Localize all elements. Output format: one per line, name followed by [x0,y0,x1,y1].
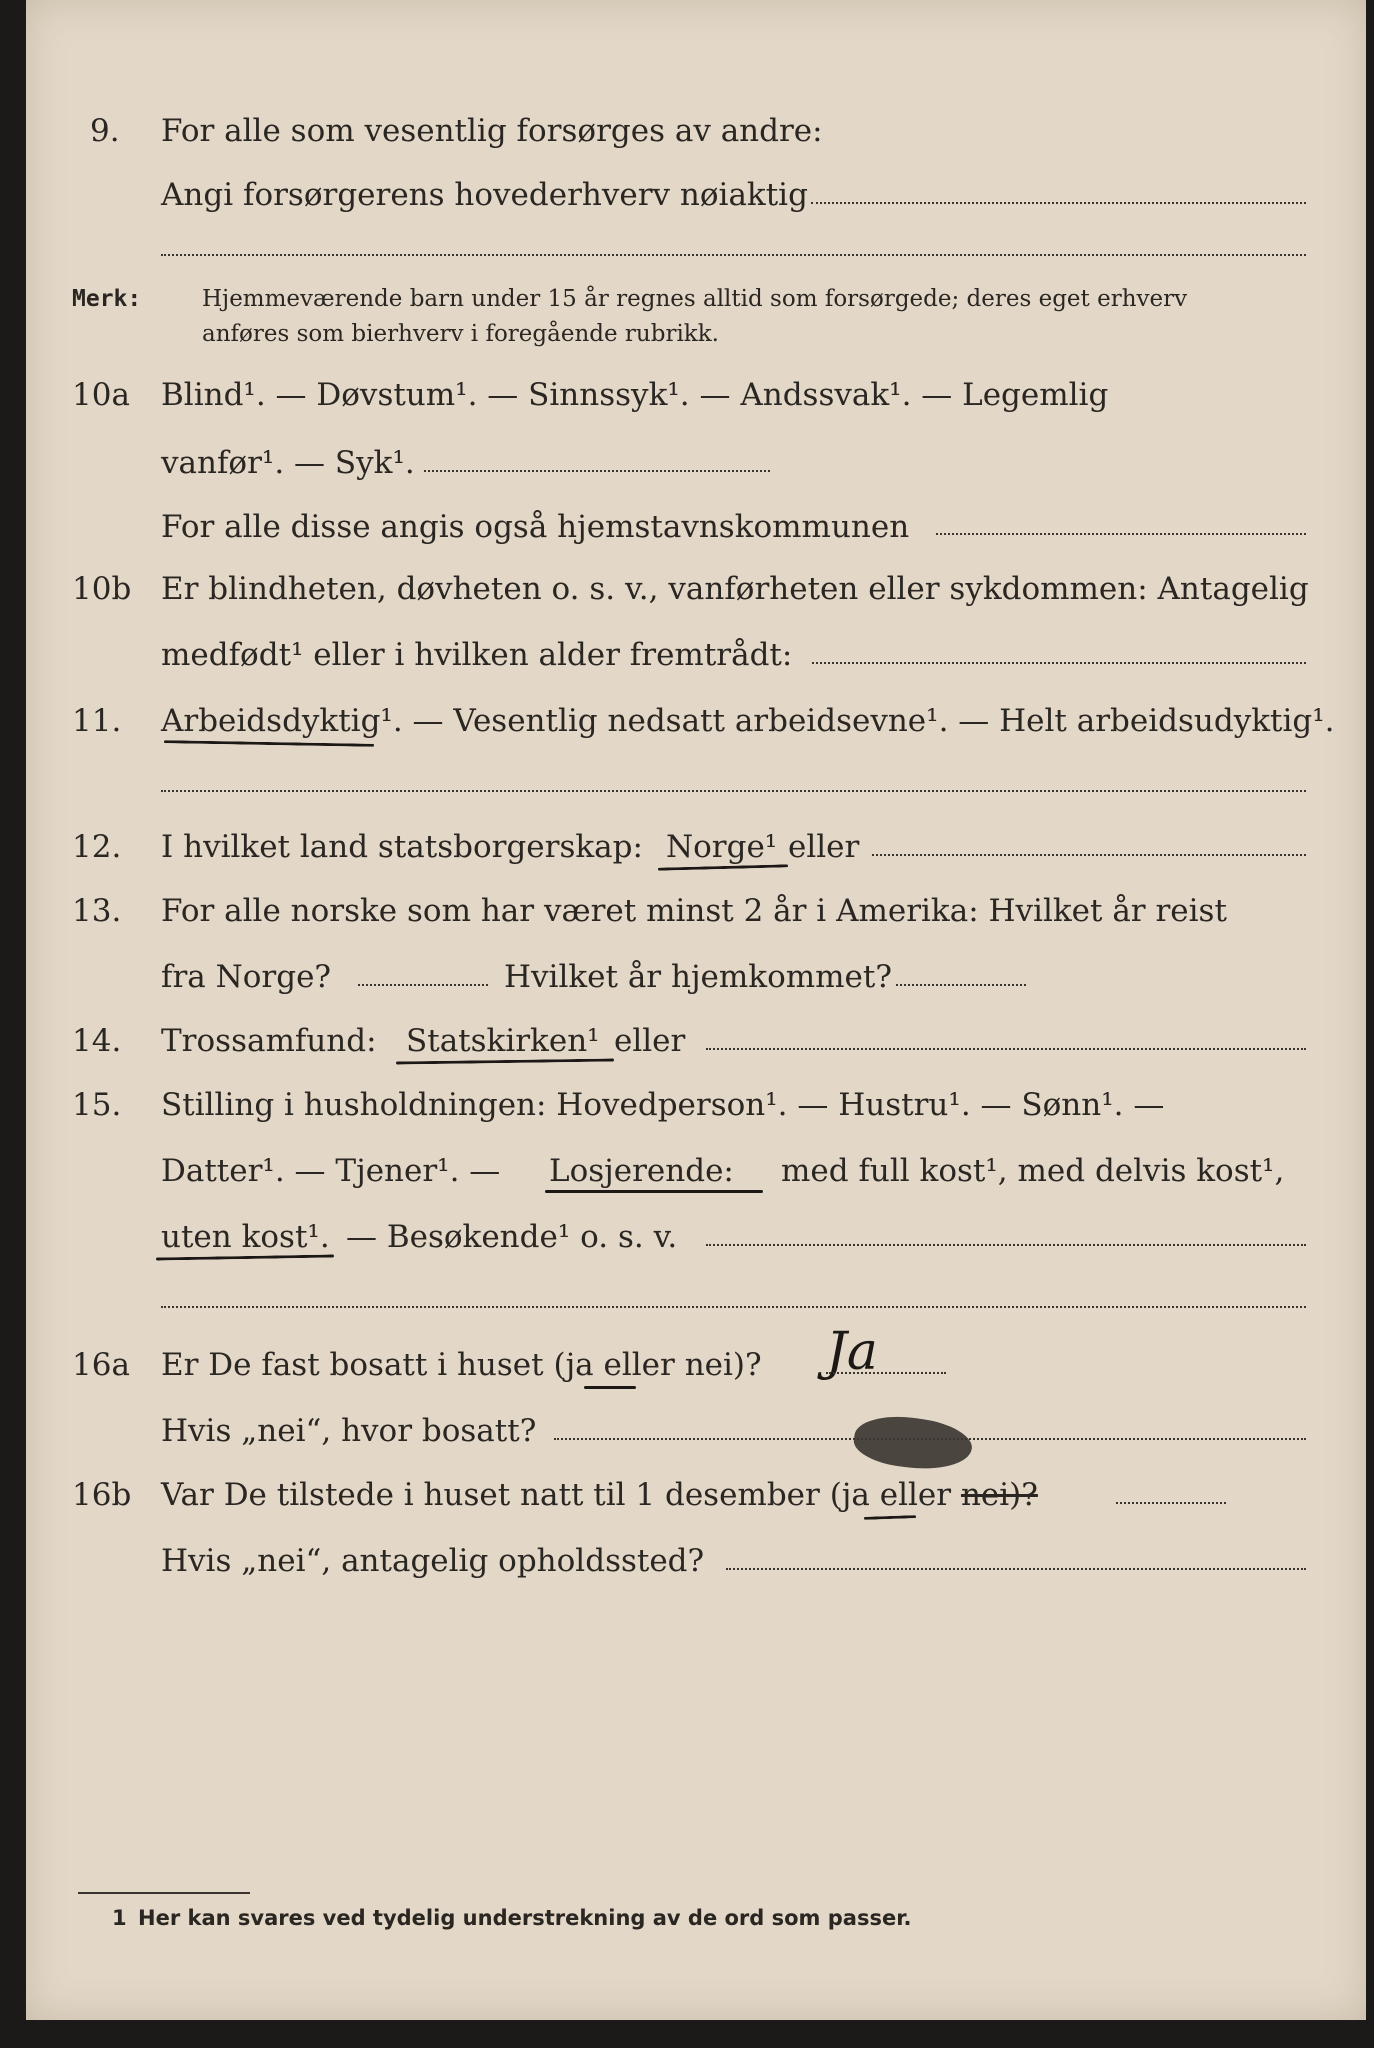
q14-religion-field[interactable] [706,1048,1306,1050]
q15-line2a: Datter¹. — Tjener¹. — [161,1153,501,1189]
q9-answer-field[interactable] [811,202,1306,204]
q10b-age-field[interactable] [812,662,1306,664]
q12-number: 12. [72,829,122,865]
q15-handwritten-underline-2 [156,1254,334,1260]
q10a-number: 10a [72,377,130,413]
q16a-text-1: Er De fast bosatt i huset ( [161,1347,566,1383]
q12-suffix: eller [788,829,860,865]
q14-handwritten-underline [396,1058,614,1064]
q16b-handwritten-underline [864,1515,916,1520]
q9-line2: Angi forsørgerens hovederhverv nøiaktig [161,177,808,213]
q16b-option-ja[interactable]: ja [841,1477,870,1513]
q16a-line2: Hvis „nei“, hvor bosatt? [161,1413,537,1449]
q15-line2c: med full kost¹, med delvis kost¹, [781,1153,1285,1189]
q16a-line1 [161,1347,762,1383]
q13-line2a: fra Norge? [161,959,332,995]
q16a-handwritten-underline [584,1386,636,1389]
q13-number: 13. [72,893,122,929]
q10b-line2: medfødt¹ eller i hvilken alder fremtrådt: [161,637,793,673]
q14-prefix: Trossamfund: [161,1023,377,1059]
footnote-marker: 1 [112,1906,127,1930]
q9-line1: For alle som vesentlig forsørges av andre: [161,113,823,149]
q16a-answer-field[interactable] [826,1372,946,1374]
q16a-text-2: eller nei)? [593,1347,762,1383]
q15-handwritten-underline-1 [545,1190,763,1193]
q14-suffix: eller [614,1023,686,1059]
q13-year-returned-field[interactable] [896,984,1026,986]
q12-prefix: I hvilket land statsborgerskap: [161,829,643,865]
footnote-text: Her kan svares ved tydelig understrekning av de ord som passer. [138,1906,912,1930]
q16a-handwritten-answer: Ja [826,1322,878,1382]
q15-household-field[interactable] [706,1244,1306,1246]
q15-household-field-2[interactable] [161,1306,1306,1308]
q16a-option-ja[interactable]: ja [565,1347,594,1383]
q12-handwritten-underline [658,864,788,870]
q16b-text-2: eller [869,1477,961,1513]
q15-line3b: — Besøkende¹ o. s. v. [346,1219,678,1255]
q11-handwritten-underline [164,740,374,747]
q16b-number: 16b [72,1477,132,1513]
q10a-line3: For alle disse angis også hjemstavnskommunen [161,509,910,545]
q15-line1: Stilling i husholdningen: Hovedperson¹. — Hustru¹. — Sønn¹. — [161,1087,1165,1123]
q10a-home-municipality-field[interactable] [936,533,1306,535]
q10a-sick-field[interactable] [424,470,770,472]
q16b-line1 [161,1477,1038,1513]
q16b-whereabouts-field[interactable] [726,1568,1306,1570]
q15-number: 15. [72,1087,122,1123]
q11-number: 11. [72,703,122,739]
q9-number: 9. [90,113,120,149]
q11-answer-field[interactable] [161,790,1306,792]
q10b-number: 10b [72,571,132,607]
q11-line1: Arbeidsdyktig¹. — Vesentlig nedsatt arbeidsevne¹. — Helt arbeidsudyktig¹. [161,703,1335,739]
q15-option-losjerende[interactable]: Losjerende: [549,1153,734,1189]
q16a-number: 16a [72,1347,130,1383]
q16b-line2: Hvis „nei“, antagelig opholdssted? [161,1543,705,1579]
q13-year-left-field[interactable] [358,984,488,986]
q9-answer-field-2[interactable] [161,254,1306,256]
q15-option-uten-kost[interactable]: uten kost¹. [161,1219,330,1255]
q10b-line1: Er blindheten, døvheten o. s. v., vanførheten eller sykdommen: Antagelig [161,571,1309,607]
q16b-answer-field[interactable] [1116,1502,1226,1504]
merk-line1: Hjemmeværende barn under 15 år regnes alltid som forsørgede; deres eget erhverv [202,286,1188,312]
q14-option-statskirken[interactable]: Statskirken¹ [406,1023,600,1059]
q12-country-field[interactable] [872,854,1306,856]
q16b-text-1: Var De tilstede i huset natt til 1 desember ( [161,1477,842,1513]
form-page [26,0,1366,2020]
q10a-line2: vanfør¹. — Syk¹. [161,445,415,481]
q10a-line1: Blind¹. — Døvstum¹. — Sinnssyk¹. — Andssvak¹. — Legemlig [161,377,1109,413]
q16b-option-nei-struck[interactable]: nei)? [960,1477,1038,1513]
q13-line1: For alle norske som har været minst 2 år i Amerika: Hvilket år reist [161,893,1227,929]
q12-option-norge[interactable]: Norge¹ [666,829,778,865]
footnote-rule [78,1892,250,1894]
merk-line2: anføres som bierhverv i foregående rubrikk. [202,321,719,347]
q14-number: 14. [72,1023,122,1059]
ink-blot [851,1410,975,1476]
q13-line2b: Hvilket år hjemkommet? [504,959,892,995]
merk-label: Merk: [72,286,142,312]
